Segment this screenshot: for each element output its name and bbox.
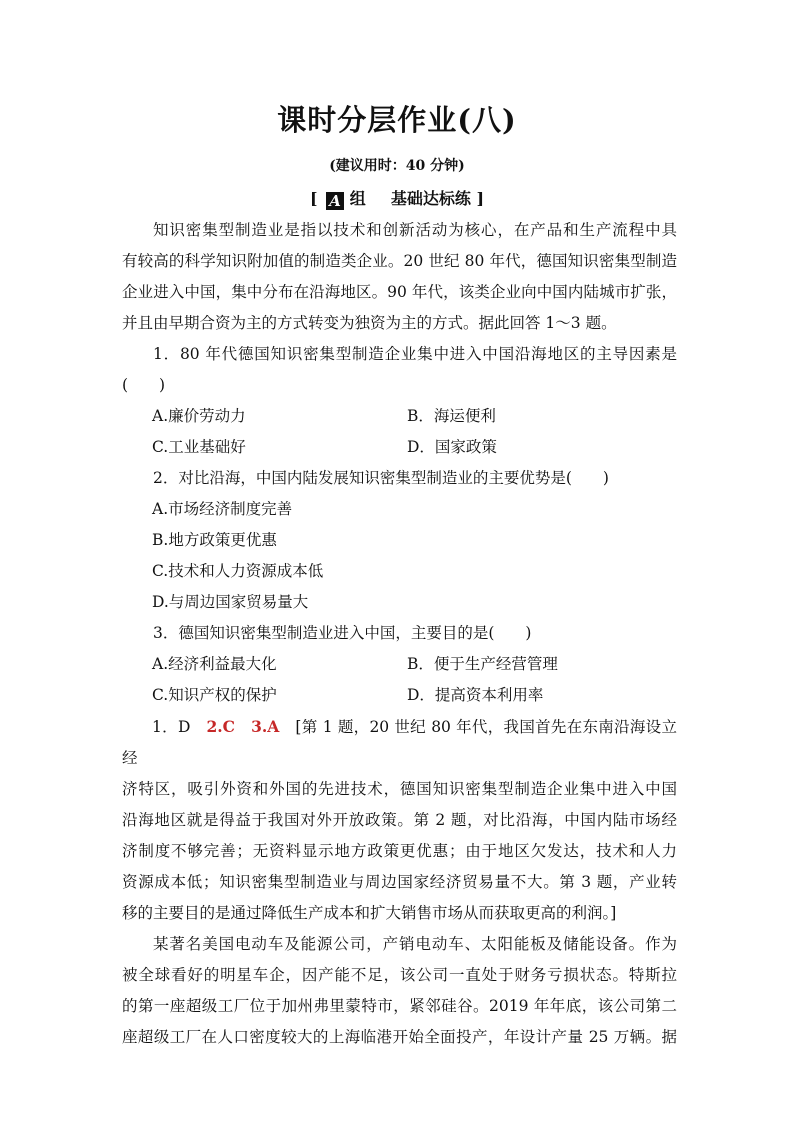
option-d: D．提高资本利用率 [407,686,544,704]
question-1-stem: 1．80 年代德国知识密集型制造企业集中进入中国沿海地区的主导因素是 [153,345,677,363]
option-b: B．便于生产经营管理 [407,655,558,673]
passage-line: 某著名美国电动车及能源公司，产销电动车、太阳能板及储能设备。作为 [153,935,677,953]
option-d: D．国家政策 [407,438,497,456]
passage-line: 的第一座超级工厂位于加州弗里蒙特市，紧邻硅谷。2019 年年底，该公司第二 [122,997,677,1015]
option-c: C.工业基础好 [152,438,246,456]
question-1-options-row-2 [122,432,677,463]
option-a: A.廉价劳动力 [152,407,246,425]
question-2-stem: 2．对比沿海，中国内陆发展知识密集型制造业的主要优势是( ) [153,469,609,487]
group-bracket-close: ] [476,189,485,208]
answer-line: 沿海地区就是得益于我国对外开放政策。第 2 题，对比沿海，中国内陆市场经 [122,811,677,829]
answer-line [122,711,677,774]
page-title: 课时分层作业(八) [277,103,517,137]
option-a: A.市场经济制度完善 [152,500,293,518]
question-1-options-row-1 [122,401,677,432]
group-bracket-open: [ [309,189,318,208]
answer-line: 移的主要目的是通过降低生产成本和扩大销售市场从而获取更高的利润。] [122,904,617,922]
passage-line: 有较高的科学知识附加值的制造类企业。20 世纪 80 年代，德国知识密集型制造 [122,252,677,270]
group-letter-badge: A [326,192,344,210]
passage-line: 并且由早期合资为主的方式转变为独资为主的方式。据此回答 1～3 题。 [122,314,617,332]
group-name: 基础达标练 [390,189,471,208]
option-c: C.知识产权的保护 [152,686,277,704]
passage-1 [122,215,677,1053]
group-label: 组 [349,189,366,208]
answer-2-3: 2.C 3.A [206,717,280,736]
passage-line: 被全球看好的明星车企，因产能不足，该公司一直处于财务亏损状态。特斯拉 [122,966,677,984]
passage-line: 企业进入中国，集中分布在沿海地区。90 年代，该类企业向中国内陆城市扩张， [122,283,677,301]
question-3-options-row-1 [122,649,677,680]
answer-1: 1．D [152,718,191,736]
passage-line: 知识密集型制造业是指以技术和创新活动为核心，在产品和生产流程中具 [153,221,677,239]
answer-line: 济制度不够完善；无资料显示地方政策更优惠；由于地区欠发达，技术和人力 [122,842,677,860]
option-b: B.地方政策更优惠 [152,531,277,549]
passage-line: 座超级工厂在人口密度较大的上海临港开始全面投产，年设计产量 25 万辆。据 [122,1028,677,1046]
option-a: A.经济利益最大化 [152,655,277,673]
answer-explanation-start: [第 1 题，20 世纪 80 年代，我国首先在东南沿海设立经 [122,718,677,767]
group-heading [0,186,794,210]
option-c: C.技术和人力资源成本低 [152,562,324,580]
question-3-options-row-2 [122,680,677,711]
question-3-stem: 3．德国知识密集型制造业进入中国，主要目的是( ) [153,624,532,642]
option-b: B．海运便利 [407,407,496,425]
suggested-time: (建议用时：40 分钟) [329,158,465,174]
option-d: D.与周边国家贸易量大 [152,593,309,611]
answer-line: 济特区，吸引外资和外国的先进技术，德国知识密集型制造企业集中进入中国 [122,780,677,798]
answer-line: 资源成本低；知识密集型制造业与周边国家经济贸易量不大。第 3 题，产业转 [122,873,677,891]
question-1-blank: ( ) [122,376,166,394]
